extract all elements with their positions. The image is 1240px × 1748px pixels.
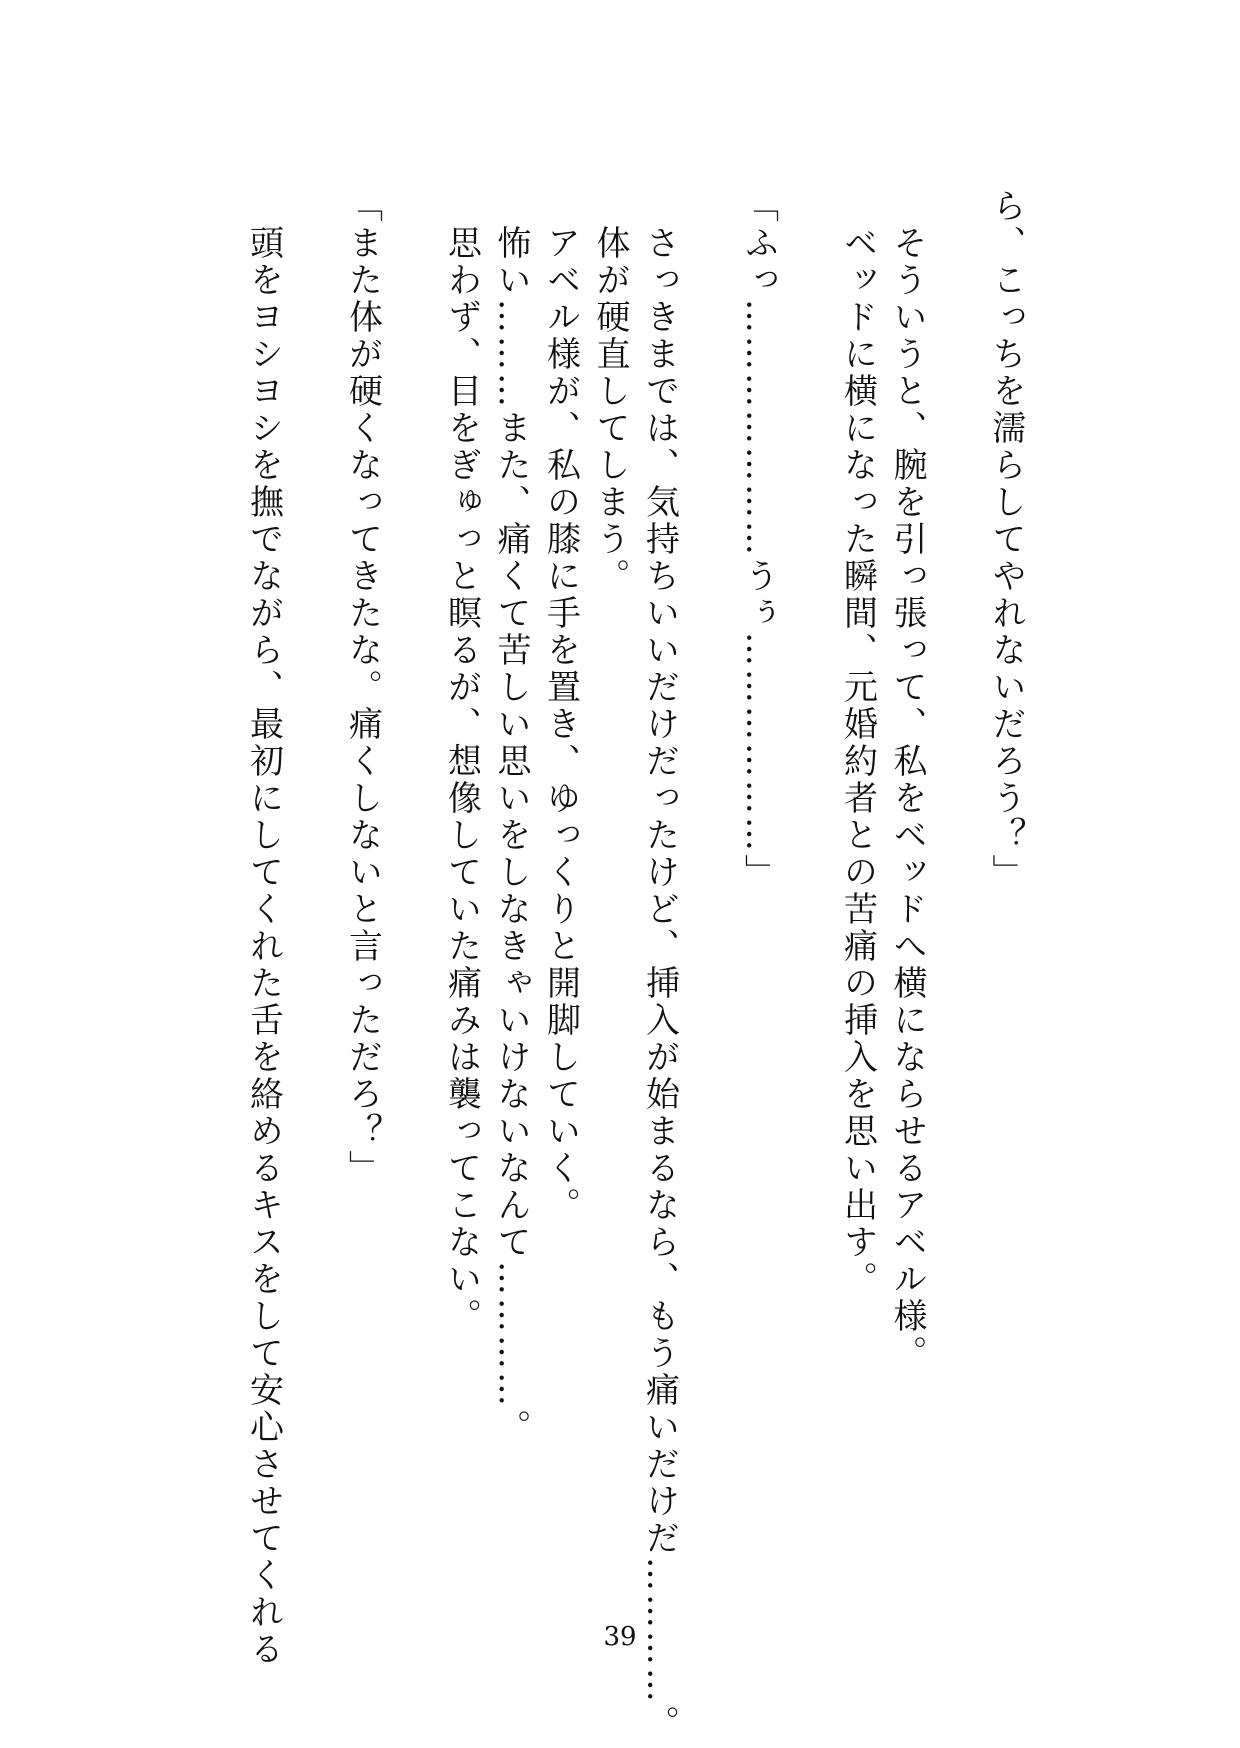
text-line: ら、こっちを濡らしてやれないだろう？」	[986, 188, 1026, 891]
text-line: さっきまでは、気持ちいいだけだったけど、挿入が始まるなら、もう痛いだけだ…………。	[639, 188, 680, 1742]
blank-line	[783, 188, 833, 1618]
text-line: 体が硬直してしまう。	[590, 188, 630, 595]
text-line: 頭をヨシヨシを撫でながら、最初にしてくれた舌を絡めるキスをして安心させてくれる	[243, 188, 284, 1668]
blank-line	[931, 188, 981, 1618]
blank-line	[684, 188, 734, 1618]
text-line: そういうと、腕を引っ張って、私をベッドへ横にならせるアベル様。	[887, 188, 927, 1372]
text-line: 怖い………また、痛くて苦しい思いをしなきゃいけないなんて…………。	[491, 188, 531, 1446]
text-line: 「ふっ…………………うぅ………………」	[738, 188, 779, 891]
page-number: 39	[603, 1622, 637, 1652]
text-line: ベッドに横になった瞬間、元婚約者との苦痛の挿入を思い出す。	[837, 188, 878, 1298]
blank-line	[387, 188, 437, 1618]
text-line: 「また体が硬くなってきたな。痛くしないと言っただろ？」	[342, 188, 383, 1187]
text-line: 思わず、目をぎゅっと瞑るが、想像していた痛みは襲ってこない。	[441, 188, 482, 1335]
text-line: アベル様が、私の膝に手を置き、ゆっくりと開脚していく。	[540, 188, 581, 1224]
blank-line	[288, 188, 338, 1618]
